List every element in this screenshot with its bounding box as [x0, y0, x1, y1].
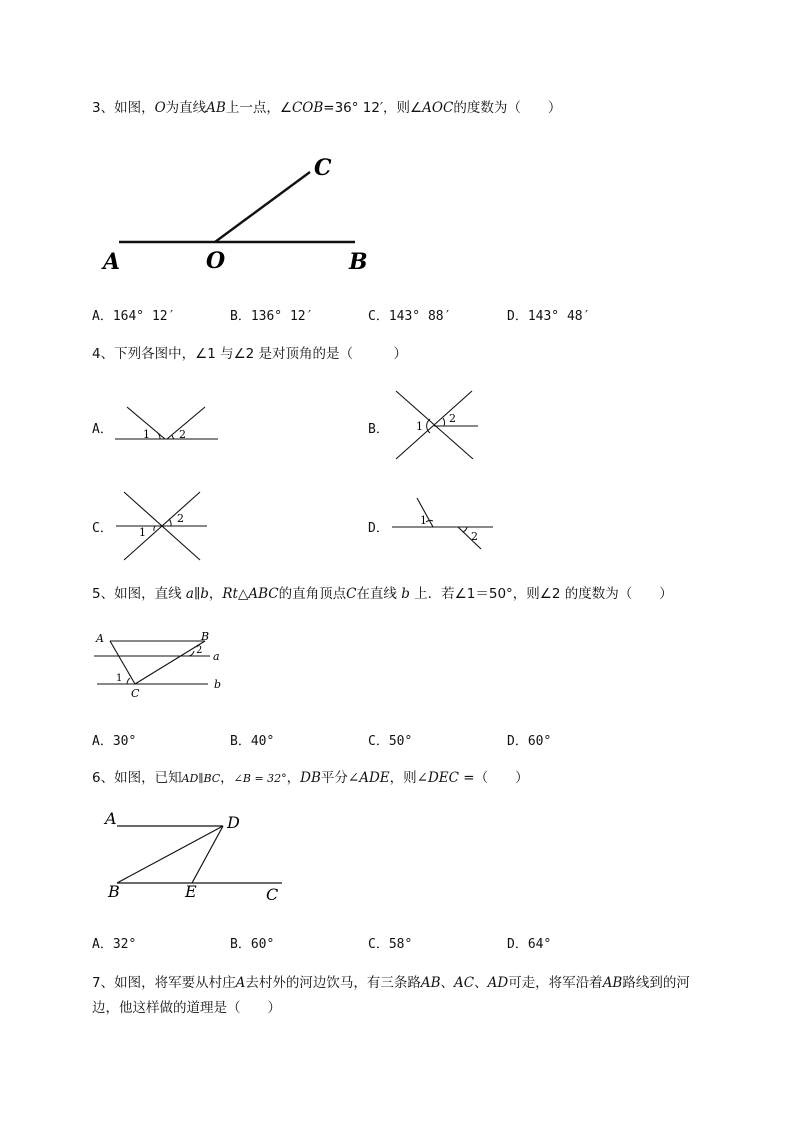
q5-label-b-point: B: [201, 630, 210, 643]
q5-text-2: ，: [208, 586, 223, 602]
q4-option-d[interactable]: D．: [368, 521, 389, 536]
q3-text-4: =36° 12′，则∠: [323, 100, 423, 116]
q4b-label-2: 2: [449, 412, 456, 425]
q5-parallel-sign: ∥: [193, 586, 201, 602]
q3-angle-aoc: AOC: [422, 100, 454, 116]
q5-option-a[interactable]: A．30°: [92, 734, 137, 749]
q5-text-3: 的直角顶点: [278, 586, 347, 602]
q7-road-ac: AC: [454, 975, 475, 991]
q5-label-line-a: a: [213, 650, 220, 663]
q4d-label-1: 1: [420, 514, 427, 527]
q5-option-c[interactable]: C．50°: [368, 734, 413, 749]
q6-angle-dec: ∠DEC: [416, 770, 459, 786]
q4-figure-c: [112, 488, 212, 564]
q5-vertex-c: C: [346, 586, 357, 602]
q6-text-5: ，则: [389, 770, 417, 786]
q7-text-4: 路线到的河: [622, 975, 690, 991]
q4-option-a[interactable]: A．: [92, 422, 113, 437]
q4c-label-1: 1: [139, 526, 146, 539]
q5-figure: [90, 628, 230, 700]
q4a-label-1: 1: [143, 428, 150, 441]
q6-option-a[interactable]: A．32°: [92, 937, 137, 952]
q5-line-a: a: [185, 586, 194, 602]
q4-figure-a: [110, 398, 225, 448]
q3-angle-cob: COB: [291, 100, 324, 116]
q6-text-4: 平分: [320, 770, 348, 786]
q3-label-b: B: [349, 249, 368, 275]
q7-road-ab-2: AB: [602, 975, 623, 991]
q5-text-4: 在直线: [356, 586, 402, 602]
q4b-label-1: 1: [416, 420, 423, 433]
q3-option-b[interactable]: B．136° 12′: [230, 309, 314, 324]
q4-option-c[interactable]: C．: [92, 521, 113, 536]
q5-option-d[interactable]: D．60°: [507, 734, 552, 749]
q6-text-6: =（ ）: [459, 770, 529, 786]
q7-village-a: A: [235, 975, 246, 991]
q3-label-a: A: [103, 249, 121, 275]
q3-option-c[interactable]: C．143° 88′: [368, 309, 452, 324]
q3-point-o: O: [154, 100, 166, 116]
q3-line-ab: AB: [206, 100, 226, 116]
q5-label-1: 1: [116, 673, 123, 684]
q3-label-o: O: [206, 248, 226, 274]
question-5-stem: [92, 584, 673, 604]
q6-text-1: 6、如图，已知: [92, 770, 182, 786]
q6-option-c[interactable]: C．58°: [368, 937, 413, 952]
q6-label-b: B: [108, 882, 120, 901]
q4c-label-2: 2: [177, 512, 184, 525]
q6-option-b[interactable]: B．60°: [230, 937, 275, 952]
q3-text-5: 的度数为（ ）: [453, 100, 562, 116]
q6-condition-parallel: AD∥BC: [181, 772, 221, 785]
q7-sep-2: 、: [474, 975, 488, 991]
q5-label-c-point: C: [131, 687, 140, 700]
q7-sep-1: 、: [440, 975, 455, 991]
q6-label-a: A: [105, 809, 117, 828]
question-6-stem: [92, 768, 529, 789]
q3-option-a[interactable]: A．164° 12′: [92, 309, 176, 324]
q4-figure-d: [388, 494, 498, 552]
q6-option-d[interactable]: D．64°: [507, 937, 552, 952]
q6-text-3: ，: [286, 770, 301, 786]
question-4-stem: 4、下列各图中，∠1 与∠2 是对顶角的是（ ）: [92, 346, 408, 362]
q6-text-2: ，: [220, 770, 234, 786]
q6-segment-db: DB: [300, 770, 321, 786]
question-7-stem: [92, 973, 690, 993]
q3-option-d[interactable]: D．143° 48′: [507, 309, 591, 324]
q6-label-d: D: [227, 813, 240, 832]
q3-ray-oc: [215, 172, 310, 242]
q7-road-ad: AD: [487, 975, 509, 991]
q5-text-1: 5、如图，直线: [92, 586, 186, 602]
q4-option-b[interactable]: B．: [368, 422, 389, 437]
q5-triangle-abc: ABC: [248, 586, 279, 602]
q3-text-2: 为直线: [165, 100, 207, 116]
q5-label-line-b: b: [214, 678, 222, 691]
q7-text-1: 7、如图，将军要从村庄: [92, 975, 236, 991]
q5-line-b-2: b: [401, 586, 410, 602]
q3-text-1: 3、如图，: [92, 100, 155, 116]
q6-label-e: E: [185, 882, 197, 901]
question-7-stem-line2: 边，他这样做的道理是（ ）: [92, 1000, 281, 1016]
q7-road-ab: AB: [420, 975, 441, 991]
q4-figure-b: [390, 385, 485, 465]
q7-text-2: 去村外的河边饮马，有三条路: [245, 975, 421, 991]
q4a-label-2: 2: [179, 428, 186, 441]
q5-triangle-sign: △: [237, 586, 249, 602]
q3-figure: [95, 145, 385, 280]
q5-line-b: b: [200, 586, 209, 602]
q7-text-3: 可走，将军沿着: [508, 975, 603, 991]
q5-rt: Rt: [222, 586, 238, 602]
q5-option-b[interactable]: B．40°: [230, 734, 275, 749]
q6-angle-ade: ∠ADE: [347, 770, 390, 786]
q5-label-a-point: A: [96, 632, 104, 645]
q5-label-2: 2: [196, 645, 203, 656]
q4d-label-2: 2: [471, 530, 478, 543]
q6-label-c: C: [266, 885, 279, 904]
question-3-stem: [92, 98, 561, 118]
q6-figure: [100, 808, 290, 908]
q6-condition-angle-b: ∠B = 32°: [233, 772, 287, 785]
q5-text-5: 上．若∠1＝50°，则∠2 的度数为（ ）: [409, 586, 673, 602]
q3-label-c: C: [314, 155, 332, 181]
q3-text-3: 上一点，∠: [225, 100, 292, 116]
